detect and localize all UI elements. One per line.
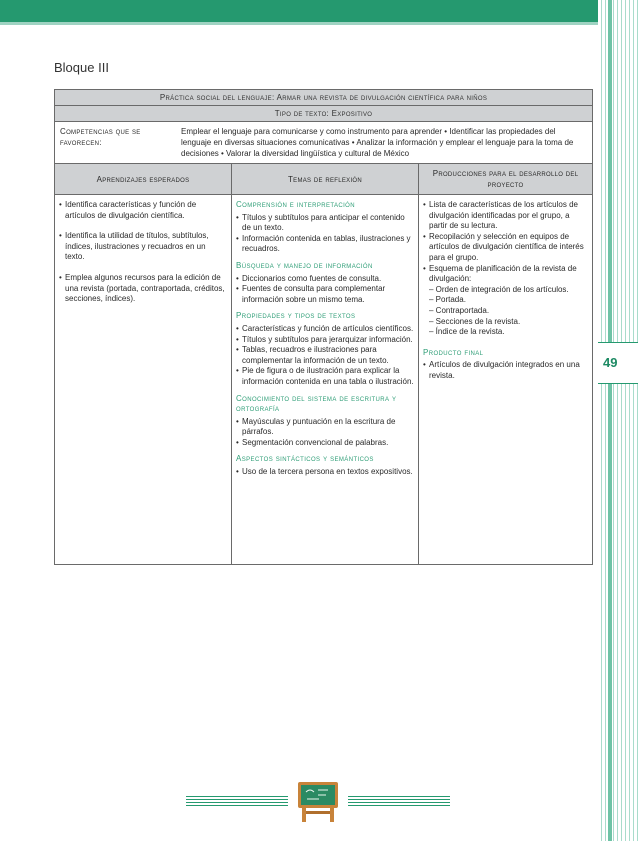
temas-cell	[232, 195, 419, 565]
tema-item: • Segmentación convencional de palabras.	[236, 437, 389, 447]
temas-section-title: Búsqueda y manejo de información	[236, 260, 373, 270]
column-header-producciones: Producciones para el desarrollo del proyecto	[419, 164, 593, 195]
bullet-icon: •	[59, 231, 62, 241]
competencias-row	[55, 122, 593, 164]
tema-item: • Tablas, recuadros e ilustraciones para complementar la información de un texto.	[236, 345, 389, 365]
producto-final-title: Producto final	[423, 347, 484, 357]
produccion-subitem: – Contraportada.	[429, 305, 490, 315]
produccion-subitem: – Orden de integración de los artículos.	[429, 284, 569, 294]
tema-item: • Pie de figura o de ilustración para explicar la información contenida en una tabla o ilustración.	[236, 366, 414, 386]
text-type: Tipo de texto: Expositivo	[55, 106, 593, 122]
top-banner-line	[0, 22, 598, 25]
produccion-subitem: – Portada.	[429, 295, 466, 305]
produccion-item: • Artículos de divulgación integrados en una revista.	[423, 360, 580, 380]
temas-section-title: Comprensión e interpretación	[236, 200, 355, 209]
bullet-icon: •	[59, 200, 62, 209]
produccion-subitem: – Secciones de la revista.	[429, 316, 521, 326]
right-margin-stripes	[598, 0, 638, 841]
temas-section-title: Conocimiento del sistema de escritura y ortografía	[236, 393, 397, 414]
competencias-text: Emplear el lenguaje para comunicarse y como instrumento para aprender • Identificar las propiedades del lenguaje en diversas situaciones comunicativas • Analizar la información y emplear el lenguaje para la toma de decisiones • Valorar la diversidad lingüística y cultural de México	[181, 127, 574, 158]
bullet-icon: •	[59, 272, 62, 282]
tema-item: • Títulos y subtítulos para anticipar el contenido de un texto.	[236, 212, 405, 233]
practice-title: Práctica social del lenguaje: Armar una revista de divulgación científica para niños	[55, 90, 593, 106]
producciones-cell	[419, 195, 593, 565]
page-number: 49	[603, 355, 618, 370]
tema-item: • Mayúsculas y puntuación en la escritura de párrafos.	[236, 416, 396, 437]
tema-item: • Diccionarios como fuentes de consulta.	[236, 273, 382, 283]
chalkboard-icon	[294, 780, 342, 824]
temas-section-title: Aspectos sintácticos y semánticos	[236, 454, 374, 464]
aprendizaje-item: • Emplea algunos recursos para la edición de una revista (portada, contraportada, créditos, secciones, índices).	[59, 272, 225, 304]
produccion-subitem: – Índice de la revista.	[429, 327, 505, 337]
right-margin-band	[608, 0, 612, 841]
footer-lines-right	[348, 796, 450, 808]
planning-table	[54, 89, 593, 565]
produccion-item: • Esquema de planificación de la revista de divulgación:	[423, 263, 577, 284]
competencias-label: Competencias que se favorecen:	[60, 127, 141, 147]
column-header-aprendizajes: Aprendizajes esperados	[55, 164, 232, 195]
section-title: Bloque III	[54, 60, 109, 75]
footer-lines-left	[186, 796, 288, 808]
column-header-temas: Temas de reflexión	[232, 164, 419, 195]
aprendizaje-item: • Identifica la utilidad de títulos, subtítulos, índices, ilustraciones y recuadros en un texto.	[59, 231, 209, 262]
temas-section-title: Propiedades y tipos de textos	[236, 311, 356, 321]
aprendizajes-cell	[55, 195, 232, 565]
tema-item: • Características y función de artículos científicos.	[236, 323, 414, 333]
produccion-item: • Lista de características de los artículos de divulgación identificadas por el grupo, a partir de su lectura.	[423, 200, 578, 231]
produccion-item: • Recopilación y selección en equipos de artículos de divulgación científica de interés para el grupo.	[423, 231, 584, 262]
top-banner	[0, 0, 598, 22]
aprendizaje-item: • Identifica características y función de artículos de divulgación científica.	[59, 200, 197, 220]
tema-item: • Información contenida en tablas, ilustraciones y recuadros.	[236, 233, 411, 254]
tema-item: • Títulos y subtítulos para jerarquizar información.	[236, 334, 413, 344]
tema-item: • Fuentes de consulta para complementar información sobre un mismo tema.	[236, 284, 386, 304]
tema-item: • Uso de la tercera persona en textos expositivos.	[236, 467, 413, 477]
